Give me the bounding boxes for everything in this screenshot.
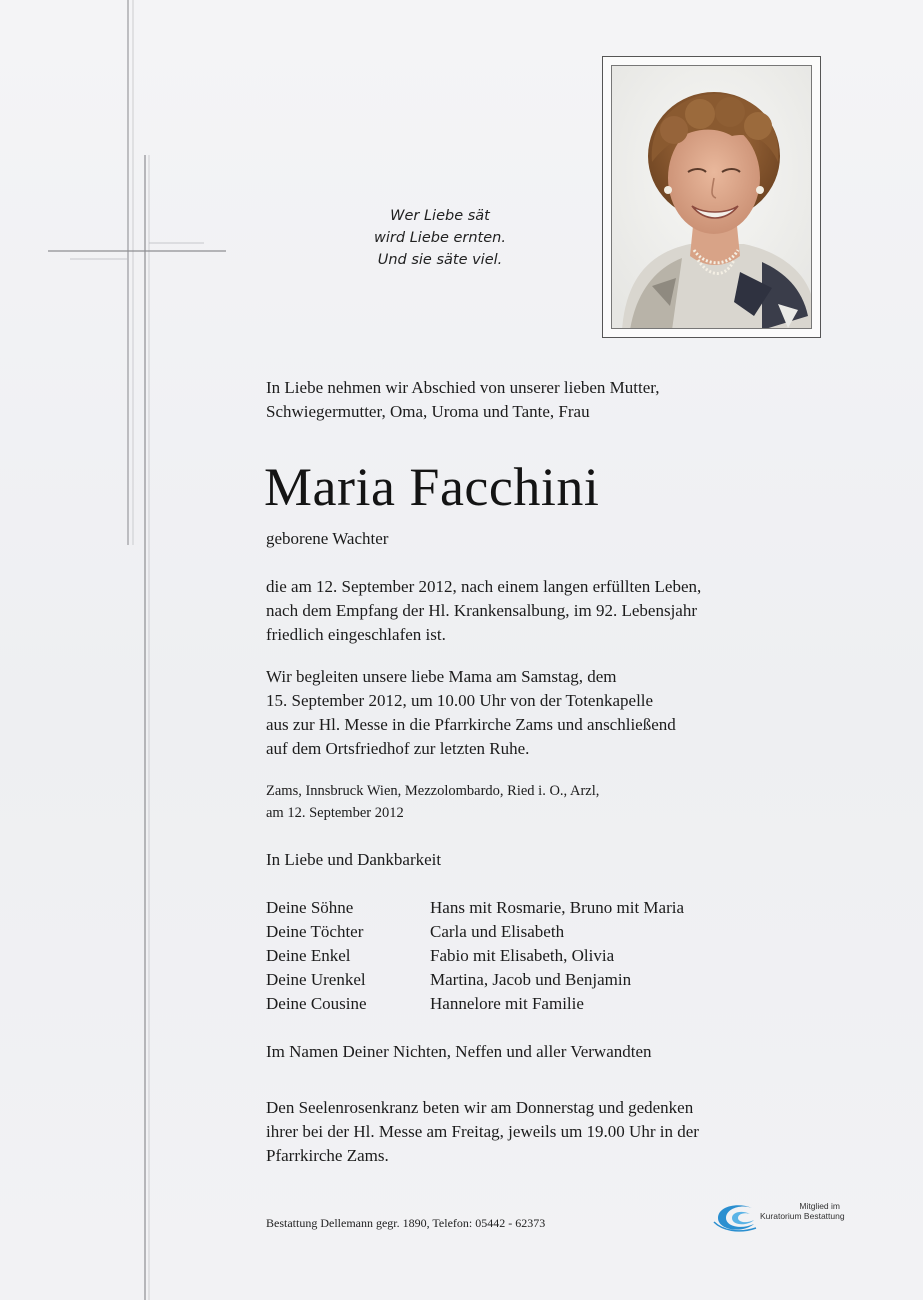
relatives-row (266, 944, 684, 968)
funeral-line: auf dem Ortsfriedhof zur letzten Ruhe. (266, 739, 530, 758)
relatives-names: Hans mit Rosmarie, Bruno mit Maria (430, 898, 685, 917)
rosary-line: ihrer bei der Hl. Messe am Freitag, jeweils um 19.00 Uhr in der (266, 1122, 699, 1141)
relatives-row (266, 968, 684, 992)
quote-line: Wer Liebe sät (390, 208, 490, 224)
relatives-label: Deine Töchter (266, 922, 364, 941)
death-notice (266, 575, 846, 647)
cross-icon (0, 0, 240, 1300)
relatives-row (266, 992, 684, 1016)
memorial-quote (330, 205, 550, 271)
place-date (266, 780, 846, 824)
funeral-line: Wir begleiten unsere liebe Mama am Samstag, dem (266, 667, 617, 686)
funeral-line: aus zur Hl. Messe in die Pfarrkirche Zams und anschließend (266, 715, 676, 734)
kuratorium-logo (712, 1196, 852, 1238)
relatives-label: Deine Urenkel (266, 970, 366, 989)
intro-line: In Liebe nehmen wir Abschied von unserer lieben Mutter, (266, 378, 660, 397)
rosary-notice (266, 1096, 846, 1168)
gratitude-line (266, 848, 846, 872)
rosary-line: Den Seelenrosenkranz beten wir am Donnerstag und gedenken (266, 1098, 694, 1117)
maiden-name-text: geborene Wachter (266, 529, 389, 548)
relatives-names: Martina, Jacob und Benjamin (430, 970, 632, 989)
relatives-row (266, 920, 684, 944)
funeral-home-footer: Bestattung Dellemann gegr. 1890, Telefon: 05442 - 62373 (266, 1216, 546, 1230)
relatives-row (266, 896, 684, 920)
logo-line: Kuratorium Bestattung (760, 1211, 845, 1221)
intro-text (266, 376, 846, 424)
quote-line: Und sie säte viel. (377, 252, 503, 268)
quote-line: wird Liebe ernten. (374, 230, 506, 246)
relatives-label: Deine Enkel (266, 946, 351, 965)
logo-line: Mitglied im (799, 1201, 840, 1211)
on-behalf-line (266, 1040, 846, 1064)
relatives-names: Carla und Elisabeth (430, 922, 565, 941)
relatives-names: Fabio mit Elisabeth, Olivia (430, 946, 615, 965)
death-notice-line: die am 12. September 2012, nach einem langen erfüllten Leben, (266, 577, 702, 596)
portrait-photo (611, 65, 812, 329)
relatives-names: Hannelore mit Familie (430, 994, 584, 1013)
gratitude-text: In Liebe und Dankbarkeit (266, 850, 442, 869)
rosary-line: Pfarrkirche Zams. (266, 1146, 389, 1165)
intro-line: Schwiegermutter, Oma, Uroma und Tante, Frau (266, 402, 590, 421)
deceased-name: Maria Facchini (264, 457, 600, 517)
death-notice-line: nach dem Empfang der Hl. Krankensalbung, im 92. Lebensjahr (266, 601, 698, 620)
on-behalf-text: Im Namen Deiner Nichten, Neffen und aller Verwandten (266, 1042, 652, 1061)
portrait-illustration (612, 66, 812, 329)
relatives-label: Deine Söhne (266, 898, 354, 917)
relatives-list (266, 896, 684, 1016)
maiden-name (266, 527, 846, 551)
place-date-line: am 12. September 2012 (266, 805, 404, 821)
relatives-label: Deine Cousine (266, 994, 367, 1013)
funeral-details (266, 665, 846, 761)
logo-caption (760, 1201, 845, 1221)
death-notice-line: friedlich eingeschlafen ist. (266, 625, 446, 644)
place-date-line: Zams, Innsbruck Wien, Mezzolombardo, Ried i. O., Arzl, (266, 783, 600, 799)
photo-frame (602, 56, 821, 338)
funeral-line: 15. September 2012, um 10.00 Uhr von der Totenkapelle (266, 691, 654, 710)
